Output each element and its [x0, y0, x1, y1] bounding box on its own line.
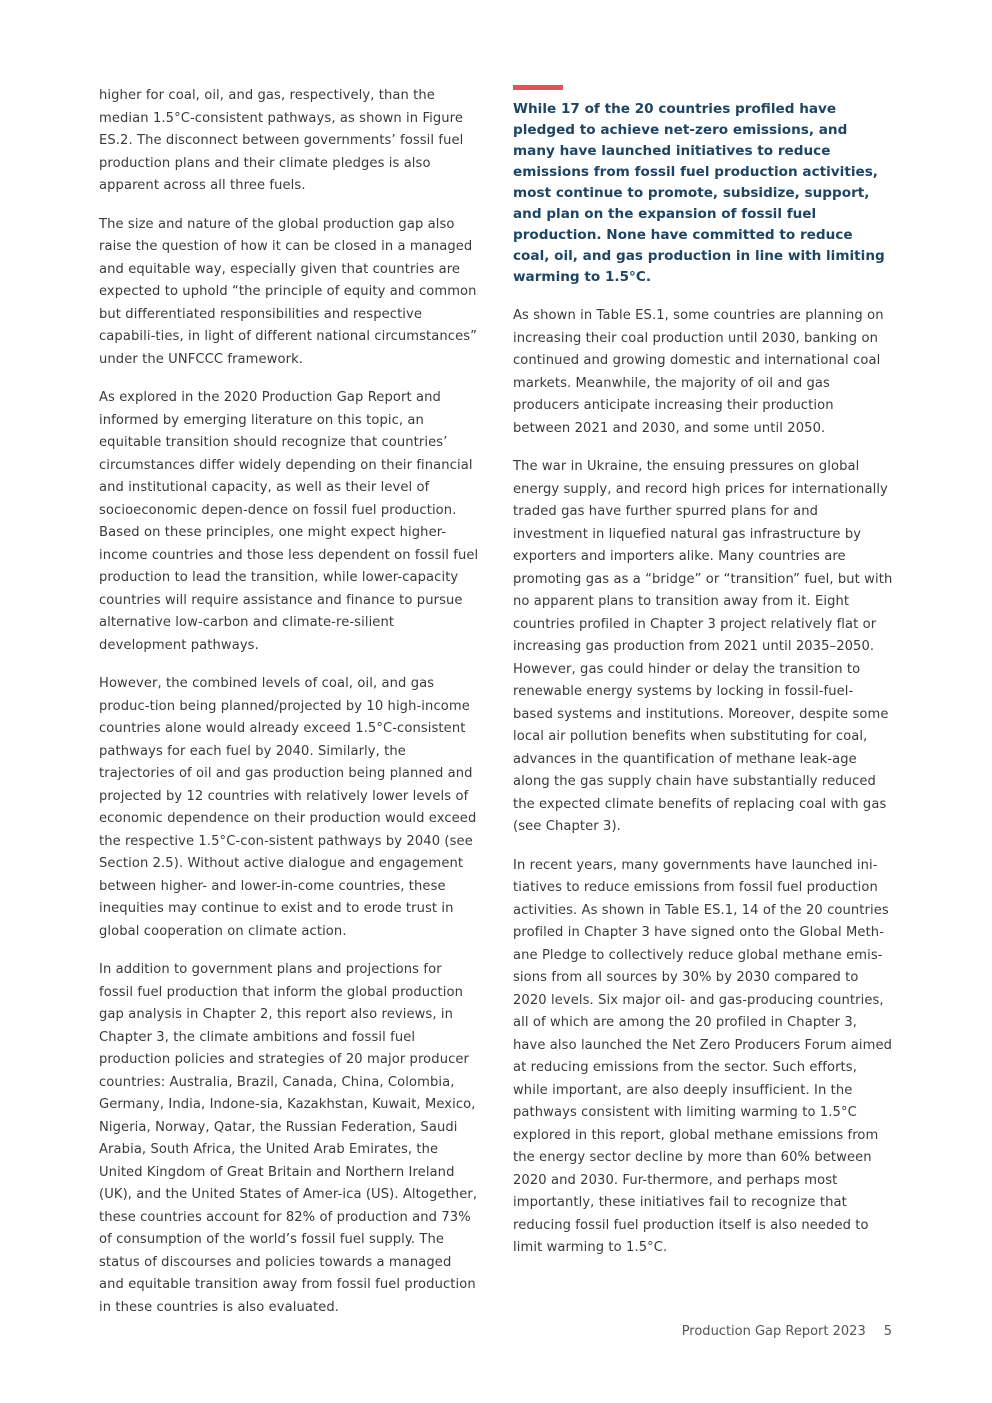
- body-paragraph: In addition to government plans and projections for fossil fuel production that inform the global production gap analysis in Chapter 2, this report also reviews, in Chapter 3, the climate ambitions and fossil fuel production policies and strategies of 20 major producer countries: Australia, Brazil, Canada, China, Colombia, Germany, India, Indone-sia, Kazakhstan, Kuwait, Mexico, Nigeria, Norway, Qatar, the Russian Federation, Saudi Arabia, South Africa, the United Arab Emirates, the United Kingdom of Great Britain and Northern Ireland (UK), and the United States of Amer-ica (US). Altogether, these countries account for 82% of production and 73% of consumption of the world’s fossil fuel supply. The status of discourses and policies towards a managed and equitable transition away from fossil fuel production in these countries is also evaluated.: [99, 962, 478, 1315]
- body-paragraph: As explored in the 2020 Production Gap Report and informed by emerging literature on this topic, an equitable transition should recognize that countries’ circumstances differ widely depending on their financial and institutional capacity, as well as their level of socioeconomic depen-dence on fossil fuel production. Based on these principles, one might expect higher-income countries and those less dependent on fossil fuel production to lead the transition, while lower-capacity countries will require assistance and finance to pursue alternative low-carbon and climate-re-silient development pathways.: [99, 390, 479, 653]
- left-column: [99, 85, 479, 1335]
- page-number: 5: [883, 1324, 892, 1339]
- page-footer: [682, 1324, 892, 1339]
- body-paragraph: In recent years, many governments have launched ini-tiatives to reduce emissions from fossil fuel production activities. As shown in Table ES.1, 14 of the 20 countries profiled in Chapter 3 have signed onto the Global Meth-ane Pledge to collectively reduce global methane emis-sions from all sources by 30% by 2030 compared to 2020 levels. Six major oil- and gas-producing countries, all of which are among the 20 profiled in Chapter 3, have also launched the Net Zero Producers Forum aimed at reducing emissions from the sector. Such efforts, while important, are also deeply insufficient. In the pathways consistent with limiting warming to 1.5°C explored in this report, global methane emissions from the energy sector decline by more than 60% between 2020 and 2030. Fur-thermore, and perhaps most importantly, these initiatives fail to recognize that reducing fossil fuel production itself is also needed to limit warming to 1.5°C.: [513, 857, 893, 1255]
- footer-report-title: Production Gap Report 2023: [681, 1324, 866, 1339]
- body-paragraph: The size and nature of the global production gap also raise the question of how it can be closed in a managed and equitable way, especially given that countries are expected to uphold “the principle of equity and common but differentiated responsibilities and respective capabili-ties, in light of different national circumstances” under the UNFCCC framework.: [99, 216, 478, 367]
- accent-bar: [513, 85, 563, 90]
- body-paragraph: The war in Ukraine, the ensuing pressures on global energy supply, and record high prices for internationally traded gas have further spurred plans for and investment in liquefied natural gas infrastructure by exporters and importers alike. Many countries are promoting gas as a “bridge” or “transition” fuel, but with no apparent plans to transition away from it. Eight countries profiled in Chapter 3 project relatively flat or increasing gas production from 2021 until 2035–2050. However, gas could hinder or delay the transition to renewable energy systems by locking in fossil-fuel-based systems and institutions. Moreover, despite some local air pollution benefits when substituting for coal, advances in the quantification of methane leak-age along the gas supply chain have substantially reduced the expected climate benefits of replacing coal with gas (see Chapter 3).: [513, 459, 893, 834]
- body-paragraph: higher for coal, oil, and gas, respectively, than the median 1.5°C-consistent pathways, as shown in Figure ES.2. The disconnect between governments’ fossil fuel production plans and their climate pledges is also apparent across all three fuels.: [99, 88, 464, 193]
- body-paragraph: However, the combined levels of coal, oil, and gas produc-tion being planned/projected by 10 high-income countries alone would already exceed 1.5°C-consistent pathways for each fuel by 2040. Similarly, the trajectories of oil and gas production being planned and projected by 12 countries with relatively lower levels of economic dependence on their production would exceed the respective 1.5°C-con-sistent pathways by 2040 (see Section 2.5). Without active dialogue and engagement between higher- and lower-in-come countries, these inequities may continue to exist and to erode trust in global cooperation on climate action.: [99, 676, 477, 939]
- key-finding-callout: While 17 of the 20 countries profiled have pledged to achieve net-zero emissions, and many have launched initiatives to reduce emissions from fossil fuel production activities, most continue to promote, subsidize, support, and plan on the expansion of fossil fuel production. None have committed to reduce coal, oil, and gas production in line with limiting warming to 1.5°C.: [513, 101, 885, 285]
- body-paragraph: As shown in Table ES.1, some countries are planning on increasing their coal production until 2030, banking on continued and growing domestic and international coal markets. Meanwhile, the majority of oil and gas producers anticipate increasing their production between 2021 and 2030, and some until 2050.: [513, 308, 884, 436]
- right-column: [513, 85, 893, 1276]
